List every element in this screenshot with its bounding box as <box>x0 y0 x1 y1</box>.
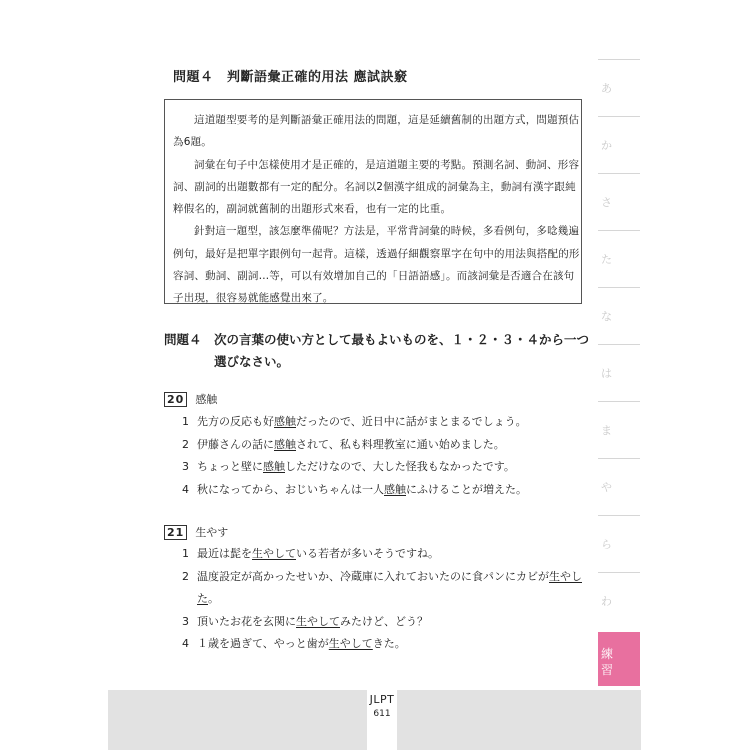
option-number: 1 <box>182 415 189 428</box>
question-word: 感触 <box>195 393 218 406</box>
side-index-label: は <box>601 367 612 380</box>
answer-option[interactable] <box>164 456 594 479</box>
option-text: されて、私も料理教室に通い始めました。 <box>296 437 505 451</box>
side-index-label: や <box>601 481 612 494</box>
option-number: 4 <box>182 482 189 496</box>
answer-option[interactable] <box>164 479 594 502</box>
question-number: 21 <box>164 525 187 540</box>
side-index-label: ま <box>601 424 612 437</box>
question-section-number: 問題４ <box>164 332 202 347</box>
option-number: 4 <box>182 637 189 650</box>
question-block <box>164 389 594 501</box>
option-text: 秋になってから、おじいちゃんは一人 <box>197 482 384 496</box>
question-title <box>164 389 594 409</box>
option-text: 。 <box>208 592 219 605</box>
intro-paragraph: 詞彙在句子中怎樣使用才是正確的，是這道題主要的考點。預測名詞、動詞、形容詞、副詞的出題數都有一定的配分。名詞以2個漢字組成的詞彙為主，動詞有漢字跟純粹假名的，副詞就舊制的出題形式來看，也有一定的比重。 <box>173 158 580 216</box>
intro-paragraph: 這道題型要考的是判斷語彙正確用法的問題，這是延續舊制的出題方式，問題預估為6題。 <box>173 114 580 149</box>
side-index-tab[interactable] <box>598 401 640 459</box>
option-text: 伊藤さんの話に <box>197 437 274 451</box>
answer-option[interactable] <box>164 411 594 434</box>
option-text: きた。 <box>372 637 406 650</box>
page-heading: 問題４ 判斷語彙正確的用法 應試訣竅 <box>173 70 408 85</box>
question-block <box>164 522 594 656</box>
question-number: 20 <box>164 392 187 407</box>
answer-option[interactable] <box>164 434 594 457</box>
side-index-label: た <box>601 253 612 266</box>
side-index-label: か <box>601 139 612 152</box>
footer-page-box <box>367 690 397 750</box>
side-index-tab-practice[interactable] <box>598 632 640 686</box>
target-word: 感触 <box>274 415 296 428</box>
option-number: 2 <box>182 569 189 583</box>
side-index-tab[interactable] <box>598 572 640 633</box>
intro-box <box>164 99 582 304</box>
target-word: 感触 <box>263 460 285 473</box>
side-index-label: な <box>601 310 612 323</box>
option-text: しただけなので、大した怪我もなかったです。 <box>285 460 515 473</box>
option-text: だったので、近日中に話がまとまるでしょう。 <box>296 415 527 428</box>
side-active-label: 習 <box>601 663 614 677</box>
side-index-tab[interactable] <box>598 59 640 117</box>
option-text: いる若者が多いそうですね。 <box>296 547 439 560</box>
answer-option[interactable] <box>164 566 594 611</box>
side-active-label: 練 <box>601 647 614 661</box>
side-index-tab[interactable] <box>598 515 640 573</box>
answer-option[interactable] <box>164 633 594 656</box>
side-index-tab[interactable] <box>598 458 640 516</box>
question-title <box>164 522 594 542</box>
option-text: にふけることが増えた。 <box>406 482 527 496</box>
option-number: 3 <box>182 614 189 628</box>
side-index-tab[interactable] <box>598 173 640 231</box>
footer-label: JLPT <box>369 693 395 706</box>
side-index-tab[interactable] <box>598 344 640 402</box>
target-word: 感触 <box>274 437 296 451</box>
side-index-label: わ <box>601 595 612 608</box>
option-text: 頂いたお花を玄関に <box>197 614 296 628</box>
option-text: 温度設定が高かったせいか、冷蔵庫に入れておいたのに食パンにカビが <box>197 569 549 583</box>
option-text: １歳を過ぎて、やっと歯が <box>197 637 329 650</box>
target-word: 生やした <box>197 569 582 605</box>
side-index-tab[interactable] <box>598 287 640 345</box>
side-index-tab[interactable] <box>598 230 640 288</box>
answer-option[interactable] <box>164 543 594 566</box>
option-number: 2 <box>182 437 189 451</box>
side-index-label: ら <box>601 538 612 551</box>
answer-option[interactable] <box>164 611 594 634</box>
side-index-tab[interactable] <box>598 116 640 174</box>
option-number: 3 <box>182 460 189 473</box>
question-word: 生やす <box>195 526 229 539</box>
target-word: 生やして <box>296 614 340 628</box>
side-index-label: さ <box>601 196 612 209</box>
question-instruction-text: 次の言葉の使い方として最もよいものを、１・２・３・４から一つ選びなさい。 <box>214 332 590 369</box>
option-text: 先方の反応も好 <box>197 415 274 428</box>
target-word: 生やして <box>252 547 296 560</box>
option-text: ちょっと壁に <box>197 460 263 473</box>
option-number: 1 <box>182 547 189 560</box>
target-word: 感触 <box>384 482 406 496</box>
page-number: 611 <box>373 709 391 719</box>
side-index-label: あ <box>601 82 612 95</box>
target-word: 生やして <box>328 637 373 650</box>
option-text: みたけど、どう？ <box>340 614 428 628</box>
intro-paragraph: 針對這一題型，該怎麼準備呢？方法是，平常背詞彙的時候，多看例句，多唸幾遍例句，最好是把單字跟例句一起背。這樣，透過仔細觀察單字在句中的用法與搭配的形容詞、動詞、副詞…等，可以有效增加自己的「日語語感」。而該詞彙是否適合在該句子出現，很容易就能感覺出來了。 <box>173 225 580 305</box>
option-text: 最近は髭を <box>197 547 252 560</box>
